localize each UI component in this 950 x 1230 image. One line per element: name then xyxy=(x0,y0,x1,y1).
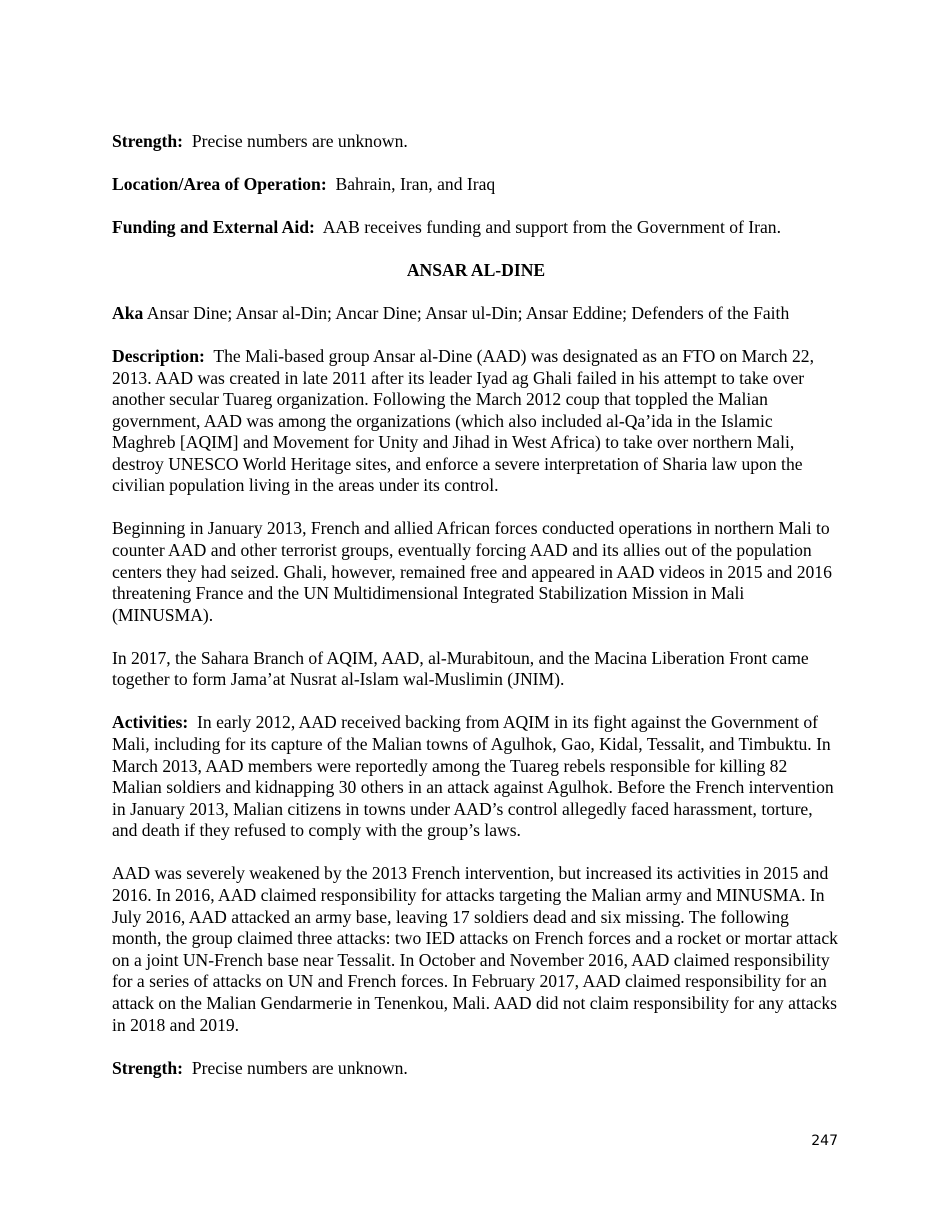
section-title: ANSAR AL-DINE xyxy=(406,259,546,280)
activities-text: In early 2012, AAD received backing from AQIM in its fight against the Government of Mali, including for its capture of the Malian towns of Agulhok, Gao, Kidal, Tessalit, and Timbuktu. In March 2013, AAD members were reportedly among the Tuareg rebels responsible for killing 82 Malian soldiers and kidnapping 30 others in an attack against Agulhok. Before the French intervention in January 2013, Malian citizens in towns under AAD’s control allegedly faced harassment, torture, and death if they refused to comply with the group’s laws. xyxy=(112,712,834,841)
aab-strength-paragraph xyxy=(112,131,840,153)
aab-funding-label: Funding and External Aid: xyxy=(112,216,315,237)
aab-location-paragraph xyxy=(112,174,840,196)
description-paragraph-3: In 2017, the Sahara Branch of AQIM, AAD, al-Murabitoun, and the Macina Liberation Front came together to form Jama’at Nusrat al-Islam wal-Muslimin (JNIM). xyxy=(112,647,809,690)
activities-paragraph xyxy=(112,712,840,842)
aab-funding-text: AAB receives funding and support from the Government of Iran. xyxy=(322,216,782,237)
ansar-strength-label: Strength: xyxy=(112,1057,184,1078)
page-number: 247 xyxy=(811,1133,838,1149)
aab-location-text: Bahrain, Iran, and Iraq xyxy=(335,173,496,194)
document-body xyxy=(112,131,840,1100)
activities-paragraph-2: AAD was severely weakened by the 2013 French intervention, but increased its activities in 2015 and 2016. In 2016, AAD claimed responsibility for attacks targeting the Malian army and MINUSMA. In July 2016, AAD attacked an army base, leaving 17 soldiers dead and six missing. The following month, the group claimed three attacks: two IED attacks on French forces and a rocket or mortar attack on a joint UN-French base near Tessalit. In October and November 2016, AAD claimed responsibility for a series of attacks on UN and French forces. In February 2017, AAD claimed responsibility for an attack on the Malian Gendarmerie in Tenenkou, Mali. AAD did not claim responsibility for any attacks in 2018 and 2019. xyxy=(112,863,838,1035)
description-label: Description: xyxy=(112,345,205,366)
ansar-strength-text: Precise numbers are unknown. xyxy=(191,1057,408,1078)
aka-text: Ansar Dine; Ansar al-Din; Ancar Dine; Ansar ul-Din; Ansar Eddine; Defenders of the Faith xyxy=(146,302,790,323)
aab-location-label: Location/Area of Operation: xyxy=(112,173,327,194)
aka-paragraph xyxy=(112,303,840,325)
description-paragraph xyxy=(112,346,840,497)
aka-label: Aka xyxy=(112,302,144,323)
ansar-strength-paragraph xyxy=(112,1058,840,1080)
aab-strength-label: Strength: xyxy=(112,131,184,151)
activities-label: Activities: xyxy=(112,712,189,733)
description-text: The Mali-based group Ansar al-Dine (AAD) was designated as an FTO on March 22, 2013. AAD was created in late 2011 after its leader Iyad ag Ghali failed in his attempt to take over another secular Tuareg organization. Following the March 2012 coup that toppled the Malian government, AAD was among the organizations (which also included al-Qa’ida in the Islamic Maghreb [AQIM] and Movement for Unity and Jihad in West Africa) to take over northern Mali, destroy UNESCO World Heritage sites, and enforce a severe interpretation of Sharia law upon the civilian population living in the areas under its control. xyxy=(112,345,814,496)
description-paragraph-2: Beginning in January 2013, French and allied African forces conducted operations in northern Mali to counter AAD and other terrorist groups, eventually forcing AAD and its allies out of the population centers they had seized. Ghali, however, remained free and appeared in AAD videos in 2015 and 2016 threatening France and the UN Multidimensional Integrated Stabilization Mission in Mali (MINUSMA). xyxy=(112,518,832,625)
aab-strength-text: Precise numbers are unknown. xyxy=(191,131,408,151)
aab-funding-paragraph xyxy=(112,217,840,239)
